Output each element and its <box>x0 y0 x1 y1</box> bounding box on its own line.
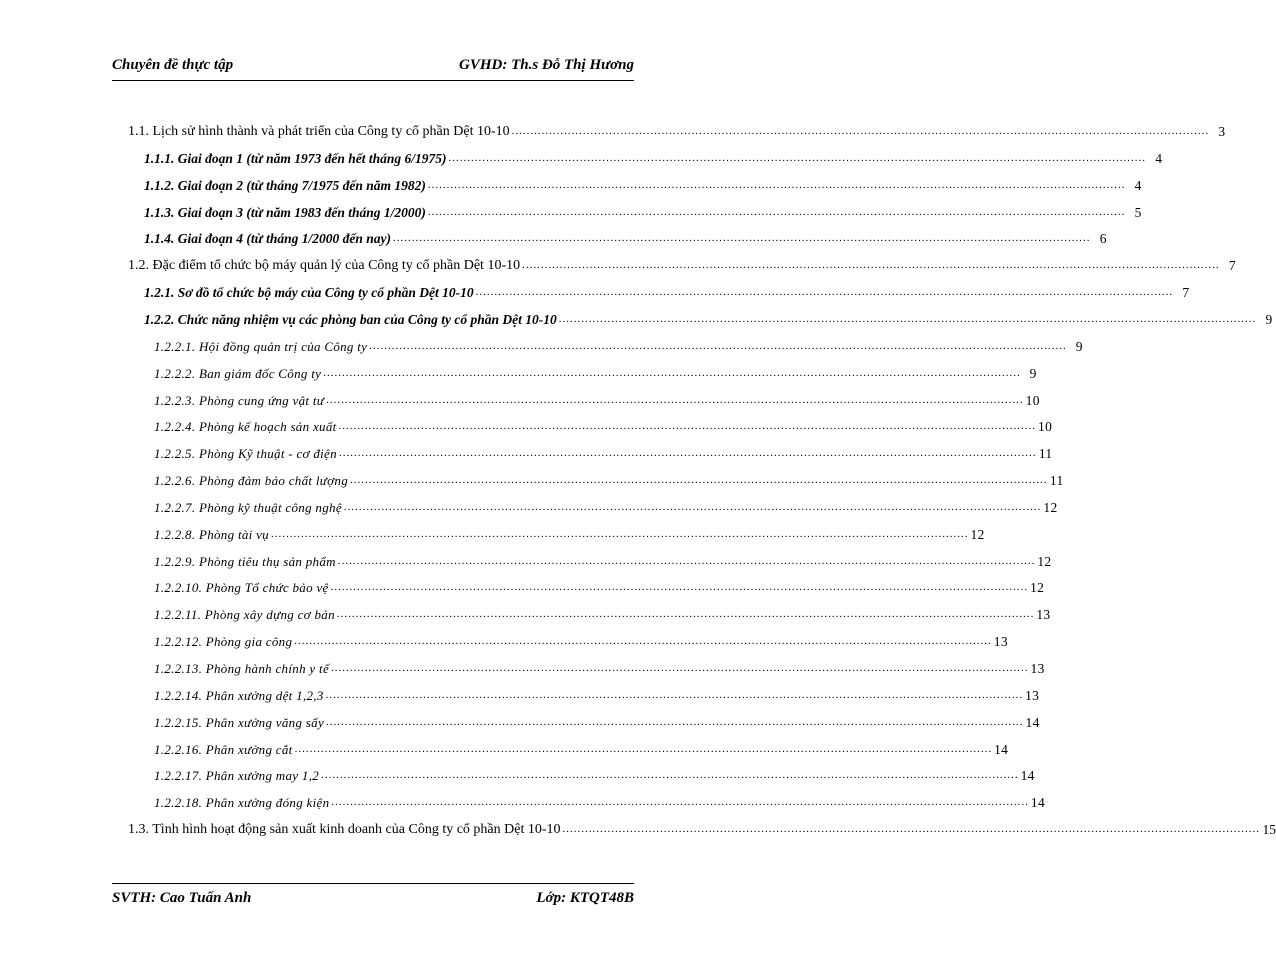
page-footer <box>112 890 634 914</box>
toc-entry-title: 1.3. Tình hình hoạt động sản xuất kinh doanh của Công ty cổ phần Dệt 10-10 <box>128 822 561 837</box>
toc-page-number: 9 <box>1265 312 1273 327</box>
toc-page-number: 3 <box>1218 124 1226 139</box>
toc-dot-leader: .......................................................................................................................................................................................... <box>558 313 1257 325</box>
toc-entry-title: 1.2.2.8. Phòng tài vụ <box>154 527 269 542</box>
toc-entry-title: 1.2.2.12. Phòng gia công <box>154 634 293 649</box>
toc-page-number: 14 <box>1025 715 1040 730</box>
toc-entry-title: 1.2.2.6. Phòng đảm bảo chất lượng <box>154 473 349 488</box>
footer-student: SVTH: Cao Tuấn Anh <box>112 890 252 906</box>
toc-entry[interactable] <box>154 630 1008 650</box>
toc-dot-leader: .......................................................................................................................................................................................... <box>338 420 1037 432</box>
toc-entry[interactable] <box>128 120 1226 140</box>
toc-entry[interactable] <box>144 281 1190 301</box>
toc-page-number: 9 <box>1029 366 1037 381</box>
toc-entry[interactable] <box>154 523 985 543</box>
toc-dot-leader: .......................................................................................................................................................................................... <box>511 125 1210 137</box>
toc-page-number: 13 <box>1025 688 1040 703</box>
toc-page-number: 13 <box>1036 607 1051 622</box>
toc-entry-title: 1.2. Đặc điểm tổ chức bộ máy quản lý của Công ty cổ phần Dệt 10-10 <box>128 258 521 273</box>
toc-page-number: 6 <box>1099 231 1107 246</box>
toc-entry-title: 1.2.2.2. Ban giám đốc Công ty <box>154 366 322 381</box>
toc-page-number: 4 <box>1155 151 1162 166</box>
toc-page-number: 13 <box>1030 661 1045 676</box>
toc-dot-leader: .......................................................................................................................................................................................... <box>475 286 1174 298</box>
toc-entry-title: 1.2.2.13. Phòng hành chính y tế <box>154 661 330 676</box>
toc-entry-title: 1.2.2. Chức năng nhiệm vụ các phòng ban của Công ty cổ phần Dệt 10-10 <box>144 312 557 327</box>
toc-entry[interactable] <box>128 254 1236 274</box>
toc-entry-title: 1.1.2. Giai đoạn 2 (từ tháng 7/1975 đến năm 1982) <box>144 178 426 193</box>
toc-entry-title: 1.2.2.17. Phân xưởng may 1,2 <box>154 768 320 783</box>
toc-entry-title: 1.2.1. Sơ đồ tổ chức bộ máy của Công ty cổ phần Dệt 10-10 <box>144 285 474 300</box>
toc-page-number: 9 <box>1075 339 1083 354</box>
toc-dot-leader: .......................................................................................................................................................................................... <box>323 367 1021 379</box>
toc-entry[interactable] <box>154 738 1009 758</box>
toc-dot-leader: .......................................................................................................................................................................................... <box>337 555 1036 567</box>
header-title: Chuyên đề thực tập <box>112 57 234 73</box>
toc-dot-leader: .......................................................................................................................................................................................... <box>369 340 1067 352</box>
toc-dot-leader: .......................................................................................................................................................................................... <box>350 474 1048 486</box>
toc-entry-title: 1.2.2.4. Phòng kế hoạch sản xuất <box>154 419 337 434</box>
toc-entry-title: 1.2.2.15. Phân xưởng văng sấy <box>154 715 325 730</box>
toc-entry[interactable] <box>154 362 1037 382</box>
toc-dot-leader: .......................................................................................................................................................................................... <box>326 716 1024 728</box>
toc-entry-title: 1.2.2.14. Phân xưởng dệt 1,2,3 <box>154 688 324 703</box>
toc-dot-leader: .......................................................................................................................................................................................... <box>392 232 1091 244</box>
toc-dot-leader: .......................................................................................................................................................................................... <box>522 259 1220 271</box>
toc-entry-title: 1.1.3. Giai đoạn 3 (từ năm 1983 đến tháng 1/2000) <box>144 205 426 220</box>
toc-entry[interactable] <box>154 389 1040 409</box>
toc-entry[interactable] <box>128 818 1276 838</box>
toc-dot-leader: .......................................................................................................................................................................................... <box>294 743 993 755</box>
toc-entry-title: 1.1.4. Giai đoạn 4 (từ tháng 1/2000 đến nay) <box>144 231 391 246</box>
toc-page-number: 11 <box>1038 446 1053 461</box>
toc-entry[interactable] <box>154 764 1035 784</box>
footer-class: Lớp: KTQT48B <box>536 890 634 906</box>
toc-entry[interactable] <box>144 308 1273 328</box>
toc-entry[interactable] <box>154 684 1040 704</box>
toc-dot-leader: .......................................................................................................................................................................................... <box>270 528 969 540</box>
toc-page-number: 10 <box>1038 419 1053 434</box>
toc-page-number: 4 <box>1134 178 1142 193</box>
toc-dot-leader: .......................................................................................................................................................................................... <box>325 689 1024 701</box>
toc-page-number: 7 <box>1228 258 1236 273</box>
toc-entry[interactable] <box>154 711 1040 731</box>
toc-dot-leader: .......................................................................................................................................................................................... <box>326 394 1024 406</box>
toc-dot-leader: .......................................................................................................................................................................................... <box>321 769 1019 781</box>
toc-page-number: 12 <box>1037 554 1052 569</box>
toc-entry[interactable] <box>154 603 1051 623</box>
toc-dot-leader: .......................................................................................................................................................................................... <box>448 152 1146 164</box>
toc-entry-title: 1.2.2.18. Phân xưởng đóng kiện <box>154 795 330 810</box>
toc-entry[interactable] <box>154 791 1046 811</box>
toc-entry-title: 1.2.2.11. Phòng xây dựng cơ bản <box>154 607 335 622</box>
toc-page-number: 12 <box>970 527 985 542</box>
toc-entry[interactable] <box>154 469 1064 489</box>
toc-dot-leader: .......................................................................................................................................................................................... <box>562 823 1261 835</box>
toc-entry[interactable] <box>154 442 1053 462</box>
toc-entry-title: 1.2.2.9. Phòng tiêu thụ sản phẩm <box>154 554 336 569</box>
toc-entry[interactable] <box>154 335 1083 355</box>
toc-dot-leader: .......................................................................................................................................................................................... <box>331 796 1029 808</box>
toc-entry-title: 1.1.1. Giai đoạn 1 (từ năm 1973 đến hết tháng 6/1975) <box>144 151 447 166</box>
toc-entry[interactable] <box>144 201 1142 221</box>
toc-dot-leader: .......................................................................................................................................................................................... <box>343 501 1042 513</box>
toc-dot-leader: .......................................................................................................................................................................................... <box>427 206 1126 218</box>
toc-dot-leader: .......................................................................................................................................................................................... <box>294 635 992 647</box>
toc-entry-title: 1.2.2.3. Phòng cung ứng vật tư <box>154 393 325 408</box>
toc-entry-title: 1.2.2.7. Phòng kỹ thuật công nghệ <box>154 500 342 515</box>
toc-page-number: 5 <box>1134 205 1142 220</box>
toc-dot-leader: .......................................................................................................................................................................................... <box>427 179 1126 191</box>
toc-dot-leader: .......................................................................................................................................................................................... <box>338 447 1037 459</box>
toc-entry[interactable] <box>154 496 1058 516</box>
toc-entry[interactable] <box>154 415 1053 435</box>
toc-entry[interactable] <box>144 227 1107 247</box>
toc-page-number: 14 <box>994 742 1009 757</box>
toc-entry[interactable] <box>154 576 1045 596</box>
toc-page-number: 10 <box>1025 393 1040 408</box>
toc-entry[interactable] <box>154 550 1052 570</box>
header-supervisor: GVHD: Th.s Đỗ Thị Hương <box>459 57 634 73</box>
toc-entry-title: 1.2.2.10. Phòng Tổ chức bảo vệ <box>154 580 329 595</box>
toc-page-number: 11 <box>1049 473 1064 488</box>
toc-page-number: 14 <box>1020 768 1035 783</box>
toc-page-number: 14 <box>1030 795 1046 810</box>
toc-page-number: 12 <box>1043 500 1058 515</box>
footer-rule <box>112 883 634 884</box>
toc-entry-title: 1.2.2.1. Hội đồng quản trị của Công ty <box>154 339 368 354</box>
toc-entry-title: 1.2.2.16. Phân xưởng cắt <box>154 742 293 757</box>
toc-entry[interactable] <box>154 657 1045 677</box>
toc-entry[interactable] <box>144 174 1142 194</box>
toc-entry-title: 1.2.2.5. Phòng Kỹ thuật - cơ điện <box>154 446 337 461</box>
toc-page-number: 15 <box>1262 822 1276 837</box>
toc-entry-title: 1.1. Lịch sử hình thành và phát triển của Công ty cổ phần Dệt 10-10 <box>128 124 510 139</box>
toc-dot-leader: .......................................................................................................................................................................................... <box>331 662 1029 674</box>
toc-page-number: 7 <box>1182 285 1190 300</box>
toc-page-number: 13 <box>993 634 1008 649</box>
toc-page-number: 12 <box>1030 580 1045 595</box>
toc-dot-leader: .......................................................................................................................................................................................... <box>336 608 1035 620</box>
toc-dot-leader: .......................................................................................................................................................................................... <box>330 581 1029 593</box>
toc-entry[interactable] <box>144 147 1162 167</box>
